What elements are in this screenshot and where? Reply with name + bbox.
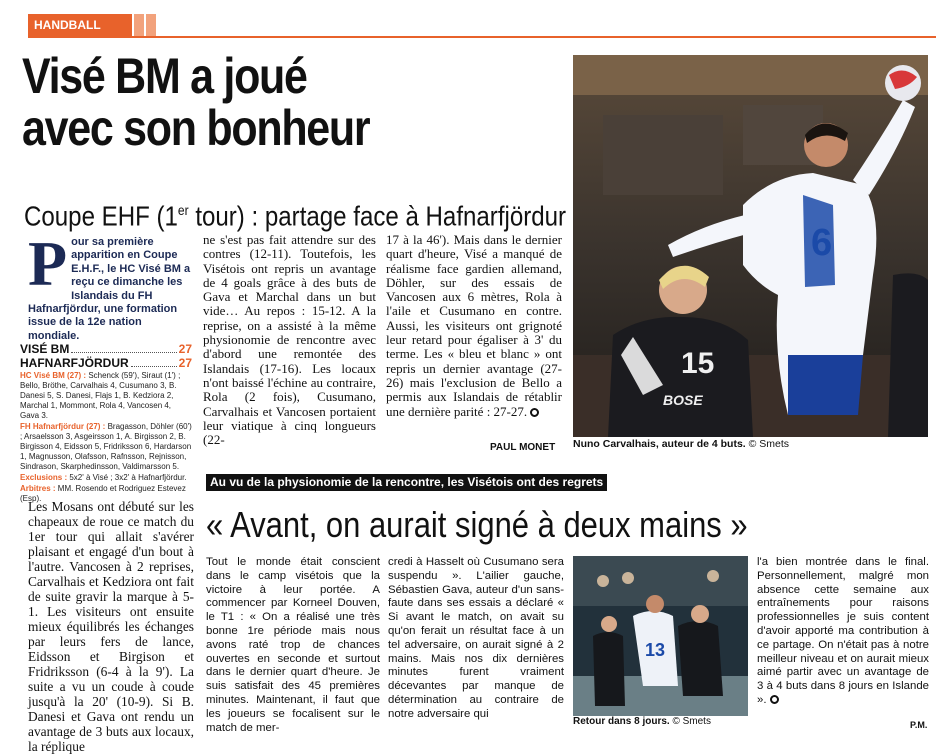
sidebar-caption-credit: © Smets (669, 716, 711, 727)
score-row-home (20, 342, 192, 356)
headline (22, 50, 486, 154)
exclusions (20, 473, 192, 483)
subhead-before: Coupe EHF (1 (24, 200, 178, 232)
subheadline (24, 194, 567, 232)
drop-cap: P (28, 228, 68, 299)
rubric-decoration (132, 14, 156, 36)
handball-action-illustration (573, 556, 748, 716)
article-signature: PAUL MONET (490, 442, 556, 453)
scoreboard (20, 342, 192, 504)
main-photo-caption (573, 438, 928, 452)
small-photo-jersey: 13 (645, 640, 666, 660)
exclusions-text: 5x2' à Visé ; 3x2' à Hafnarfjördur. (67, 473, 187, 482)
headline-line-2: avec son bonheur (22, 100, 370, 156)
sidebar-photo-caption (573, 716, 748, 728)
jersey-sponsor: BOSE (663, 392, 703, 408)
exclusions-label: Exclusions : (20, 473, 68, 482)
sidebar-column-2: credi à Hasselt où Cusumano sera suspendu ». L'ailier gauche, Sébastien Gava, auteur d'un sans-faute dans ses essais a déclaré « Si avant le match, on avait su qu'on ferait un résultat face à un tel adversaire, on aurait signé à 2 mains. Mais nos dix dernières minutes furent vraiment décevantes par manque de détermination au contraire de notre adversaire qui (388, 556, 564, 720)
home-team: VISÉ BM (20, 342, 70, 356)
sidebar-signature: P.M. (910, 720, 928, 730)
article-column-3 (386, 233, 562, 419)
handball-players-illustration (573, 55, 928, 437)
article-lead (28, 228, 194, 343)
referees-text: MM. Rosendo et Rodriguez Estevez (Esp). (20, 484, 186, 503)
referees-label: Arbitres : (20, 484, 56, 493)
score-row-away (20, 356, 192, 370)
sidebar-photo (573, 556, 748, 716)
sidebar-column-1: Tout le monde était conscient dans le camp visétois que la victoire à leur portée. A commencer par Korneel Douven, le T1 : « On a réalisé une très bonne 1re période mais nous avons raté trop de chances ouvertes en seconde et surtout dans le dernier quart d'heure. Je suis satisfait des 45 premières minutes. Maintenant, il faut que les joueurs se focalisent sur le match de mer- (206, 556, 380, 734)
subhead-after: tour) : partage face à Hafnarfjördur (188, 200, 567, 232)
sidebar-column-3 (757, 556, 929, 708)
away-lineup-players: Bragasson, Döhler (60') ; Arsaelsson 3, Asgeirsson 1, A. Birgisson 2, B. Birgisson 4, Eidsson 5, Fridriksson 6, Hardarson 1, Magnusson, Olafsson, Rafnsson, Rejnisson, Sindrason, Skarphedinsson, Valdimarsson 5. (20, 422, 192, 471)
sidebar-kicker: Au vu de la physionomie de la rencontre, les Visétois ont des regrets (206, 474, 607, 491)
end-of-sidebar-icon (770, 695, 779, 704)
rubric-divider (28, 36, 936, 38)
home-lineup-team: HC Visé BM (27) : (20, 371, 87, 380)
home-lineup-players: Schenck (59'), Siraut (1') ; Bello, Bröthe, Carvalhais 4, Cusumano 3, B. Danesi 5, S. Danesi, Flajs 1, B. Kedziora 2, Marchal 1, Mommont, Rola 4, Vancosen 4, Gava 3. (20, 371, 181, 420)
sidebar-quote-title: « Avant, on aurait signé à deux mains » (206, 504, 748, 545)
article-column-2: ne s'est pas fait attendre sur des contres (12-11). Toutefois, les Visétois ont repris un avantage de 4 goals grâce à des buts de Gava et Marchal dans un but vide… Au repos : 15-12. A la reprise, on a assisté à la même physionomie de rencontre avec d'abord une remontée des Islandais (17-16). Les locaux n'ont baissé l'échine au contraire, Rola (2 fois), Cusumano, Carvalhais et Vancosen portaient leur viatique à cinq longueurs (22- (203, 232, 376, 448)
headline-line-1: Visé BM a joué (22, 48, 307, 104)
sidebar-column-3-text: l'a bien montrée dans le final. Personnellement, malgré mon absence cette semaine aux entraînements pour raisons professionnelles je suis content d'avoir apporté ma contribution à ce partage. On n'était pas à notre meilleur niveau et on aurait mieux aimé partir avec un avantage de 3 à 4 buts dans 8 jours en Islande ». (757, 556, 929, 706)
away-lineup (20, 422, 192, 472)
article-column-1: Les Mosans ont débuté sur les chapeaux de roue ce match du 1er tour qui allait s'avérer plaisant et engagé d'un bout à l'autre. Vancosen à 2 reprises, Carvalhais et Kedziora ont fait de suite gravir la marque à 5-1. Les visiteurs ont ensuite mieux équilibrés les échanges par leurs fers de lance, Eidsson et Birgison et Fridriksson (6-4 à la 9'). La suite a vu un coude à coude jusqu'à la 20' (10-9). Si B. Danesi et Gava ont rendu un avantage de 3 buts aux locaux, la réplique (28, 499, 194, 754)
caption-bold: Nuno Carvalhais, auteur de 4 buts. (573, 438, 746, 450)
article-column-3-text: 17 à la 46'). Mais dans le dernier quart d'heure, Visé a manqué de réalisme face gardien allemand, Döhler, sur des essais de Vancosen aux 6 mètres, Rola à l'aile et Cusumano en contre. Aussi, les visiteurs ont grignoté leur retard pour égaliser à 3' du terme. Les « bleu et blanc » ont repris un dernier avantage (27-26) mais l'exclusion de Bello a permis aux Islandais de rétablir une dernière parité : 27-27. (386, 232, 562, 419)
sidebar-caption-bold: Retour dans 8 jours. (573, 716, 670, 727)
away-team: HAFNARFJÖRDUR (20, 356, 129, 370)
caption-credit: © Smets (745, 438, 790, 450)
home-lineup (20, 371, 192, 421)
subhead-sup: er (177, 202, 189, 218)
jersey-number-back: 6 (811, 222, 833, 264)
away-score: 27 (178, 356, 192, 370)
lead-text: our sa première apparition en Coupe E.H.F., le HC Visé BM a reçu ce dimanche les Islandais du FH Hafnarfjördur, une formation issue de la 12e nation mondiale. (28, 236, 191, 342)
section-rubric: HANDBALL (28, 14, 132, 36)
home-score: 27 (178, 342, 192, 356)
end-of-article-icon (530, 408, 539, 417)
away-lineup-team: FH Hafnarfjördur (27) : (20, 422, 106, 431)
jersey-number-front: 15 (681, 347, 715, 380)
main-photo (573, 55, 928, 437)
